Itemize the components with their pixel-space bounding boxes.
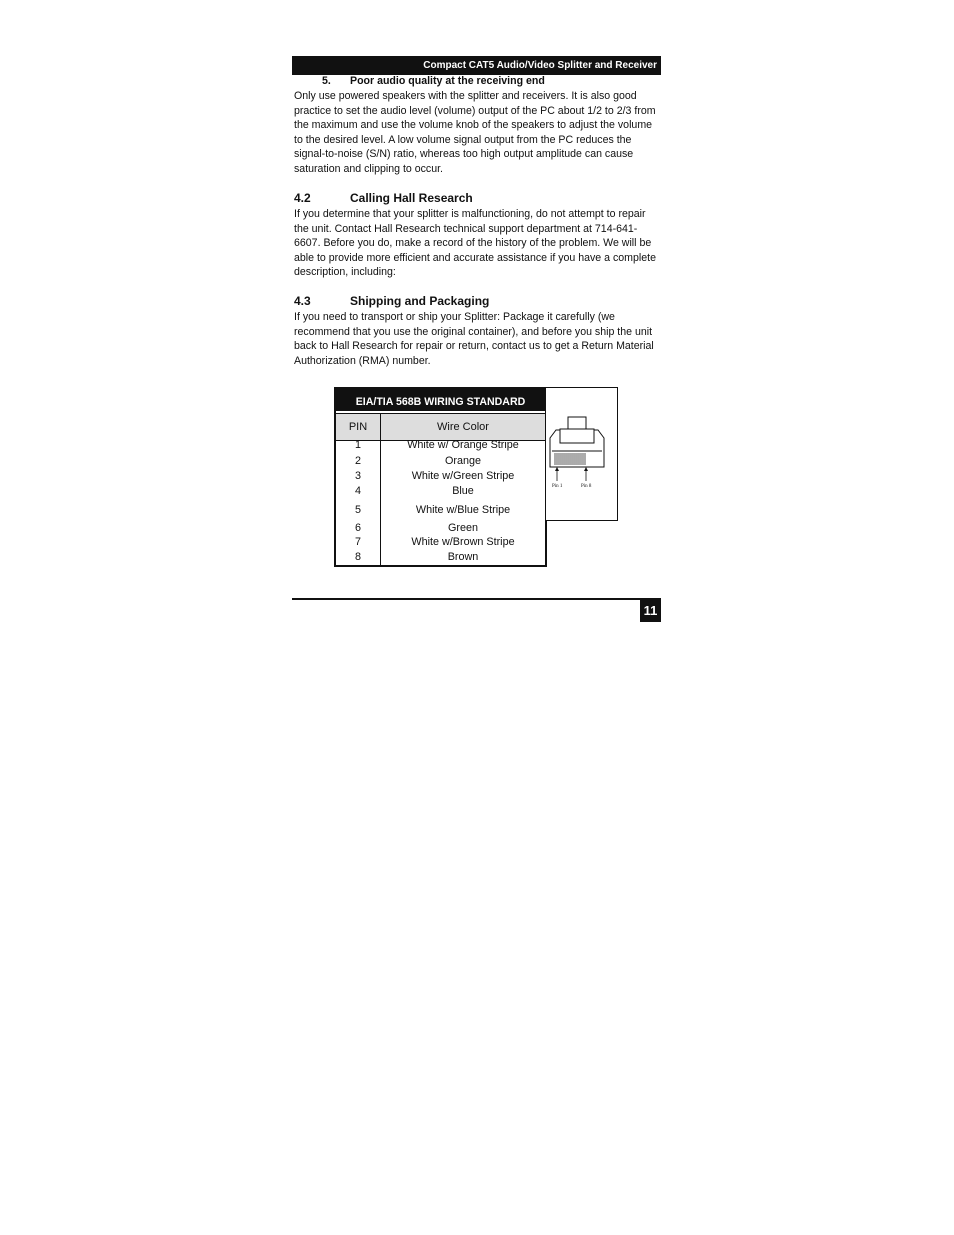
- running-header: [292, 56, 661, 75]
- wire-color-cell: Green: [447, 522, 478, 534]
- item-5-body: Only use powered speakers with the splitter and receivers. It is also good practice to set the audio level (volume) output of the PC about 1/2 to 2/3 from the maximum and use the volume knob of the speakers to adjust the volume to the desired level. A low volume signal output from the PC reduces the signal-to-noise (S/N) ratio, whereas too high output amplitude can cause saturation and clipping to occur.: [294, 90, 656, 175]
- section-4-2-title: Calling Hall Research: [350, 191, 473, 205]
- item-5-heading: [322, 75, 545, 87]
- wire-color-cell: Blue: [452, 485, 474, 497]
- wire-color-cell: White w/Green Stripe: [411, 470, 515, 482]
- wire-color-cell: Brown: [447, 551, 479, 563]
- pin-cell: 2: [354, 455, 361, 467]
- wiring-table-header: [336, 413, 545, 441]
- pin-cell: 6: [354, 522, 361, 534]
- wiring-table-title: EIA/TIA 568B WIRING STANDARD: [336, 389, 545, 411]
- rj45-connector-diagram: [545, 387, 618, 521]
- pin-cell: 7: [354, 536, 361, 548]
- pin-1-label: Pin 1: [552, 484, 563, 489]
- pin-column-header: PIN: [336, 414, 381, 440]
- rj45-plug-icon: [546, 388, 617, 520]
- section-4-3-heading: [294, 294, 489, 308]
- pin-cell: 5: [354, 504, 361, 516]
- wiring-standard-table: [334, 387, 547, 567]
- pin-cell: 3: [354, 470, 361, 482]
- section-4-2-body: If you determine that your splitter is malfunctioning, do not attempt to repair the unit. Contact Hall Research technical support department at 714-641-6607. Before you do, make a record of the history of the problem. We will be able to provide more efficient and accurate assistance if you have a complete description, including:: [294, 208, 656, 278]
- section-4-3-body: If you need to transport or ship your Splitter: Package it carefully (we recommend that you use the original container), and before you ship the unit back to Hall Research for repair or return, contact us to get a Return Material Authorization (RMA) number.: [294, 311, 654, 367]
- wire-color-column-header: Wire Color: [437, 421, 489, 433]
- running-header-title: Compact CAT5 Audio/Video Splitter and Receiver: [423, 60, 657, 71]
- section-4-3-title: Shipping and Packaging: [350, 294, 490, 308]
- pin-cell: 8: [354, 551, 361, 563]
- section-4-3-number: 4.3: [294, 294, 311, 308]
- item-5-number: 5.: [322, 75, 331, 87]
- section-4-2-heading: [294, 191, 473, 205]
- pin-cell: 4: [354, 485, 361, 497]
- footer-rule: [292, 598, 661, 600]
- wire-color-cell: White w/Brown Stripe: [411, 536, 515, 548]
- section-4-2-number: 4.2: [294, 191, 311, 205]
- item-5-title: Poor audio quality at the receiving end: [350, 75, 545, 87]
- pin-8-label: Pin 8: [581, 484, 592, 489]
- pin-cell: 1: [354, 439, 361, 451]
- wire-color-cell: White w/Blue Stripe: [415, 504, 511, 516]
- wire-color-cell: Orange: [444, 455, 481, 467]
- page-number: 11: [640, 599, 661, 622]
- wire-color-cell: White w/ Orange Stripe: [407, 439, 519, 451]
